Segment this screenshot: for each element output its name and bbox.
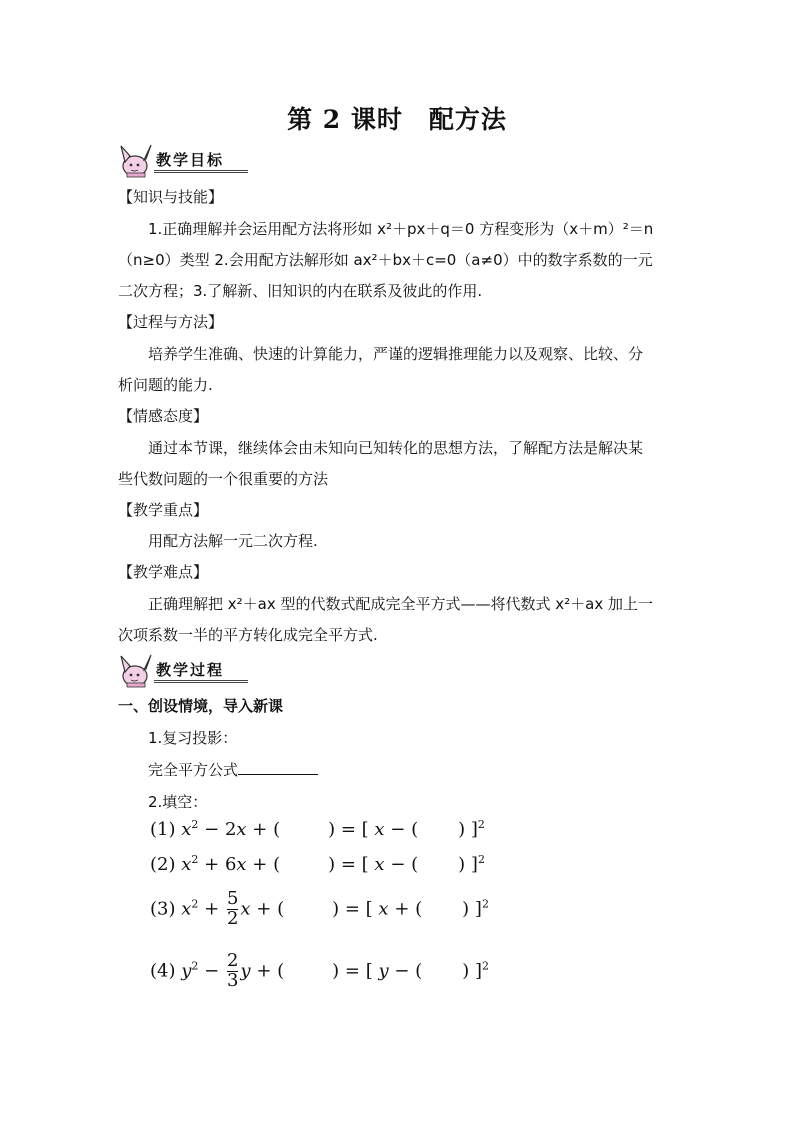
difficulty-line: 次项系数一半的平方转化成完全平方式.: [118, 626, 378, 644]
process-method-header: 【过程与方法】: [118, 313, 224, 331]
exercise-equation: (3) $x^2$ + $\frac{5}{2}$ x + ( ) = [ x + ( ) ]$^2$: [150, 888, 489, 929]
mascot-icon: [118, 140, 154, 178]
fraction: $\frac{5}{2}$: [226, 888, 239, 929]
knowledge-header: 【知识与技能】: [118, 188, 224, 206]
page-title: [0, 100, 794, 136]
formula-prompt: [148, 759, 318, 780]
badge-underline: [154, 680, 248, 683]
knowledge-line: 二次方程；3.了解新、旧知识的内在联系及彼此的作用.: [118, 282, 483, 300]
difficulty-line: 正确理解把 x²＋ax 型的代数式配成完全平方式——将代数式 x²＋ax 加上一: [148, 595, 653, 613]
badge-underline: [154, 170, 248, 173]
exercise-equation: (1) $x^2 - 2x$ + ( ) = [ x − ( ) ]$^2$: [150, 818, 485, 840]
process-method-line: 析问题的能力.: [118, 376, 213, 394]
formula-prompt-text: 完全平方公式: [148, 761, 239, 779]
process-badge-label: 教学过程: [156, 661, 225, 679]
objectives-badge-label: 教学目标: [156, 151, 225, 169]
section-heading: 一、创设情境，导入新课: [118, 697, 284, 715]
emotion-line: 通过本节课，继续体会由未知向已知转化的思想方法，了解配方法是解决某: [148, 439, 644, 457]
fill-in-item: 2.填空：: [148, 793, 208, 811]
emotion-line: 些代数问题的一个很重要的方法: [118, 470, 329, 488]
key-point-line: 用配方法解一元二次方程.: [148, 532, 318, 550]
fraction: $\frac{2}{3}$: [226, 950, 239, 991]
process-badge: [118, 650, 248, 690]
title-part-1: 第 2 课时: [287, 105, 403, 134]
exercise-equation: (4) $y^2$ − $\frac{2}{3}$ y + ( ) = [ y − ( ) ]$^2$: [150, 950, 489, 991]
exercise-equation: (2) $x^2 + 6x$ + ( ) = [ x − ( ) ]$^2$: [150, 853, 485, 875]
objectives-badge: [118, 140, 248, 180]
mascot-icon: [118, 650, 154, 688]
emotion-header: 【情感态度】: [118, 407, 209, 425]
knowledge-line: （n≥0）类型 2.会用配方法解形如 ax²＋bx＋c=0（a≠0）中的数字系数的一元: [118, 251, 653, 269]
answer-blank: [238, 760, 318, 775]
title-part-2: 配方法: [428, 105, 507, 134]
process-method-line: 培养学生准确、快速的计算能力，严谨的逻辑推理能力以及观察、比较、分: [148, 345, 644, 363]
key-point-header: 【教学重点】: [118, 501, 209, 519]
difficulty-header: 【教学难点】: [118, 563, 209, 581]
review-item: 1.复习投影：: [148, 729, 238, 747]
knowledge-line: 1.正确理解并会运用配方法将形如 x²＋px＋q＝0 方程变形为（x＋m）²＝n: [148, 220, 654, 238]
